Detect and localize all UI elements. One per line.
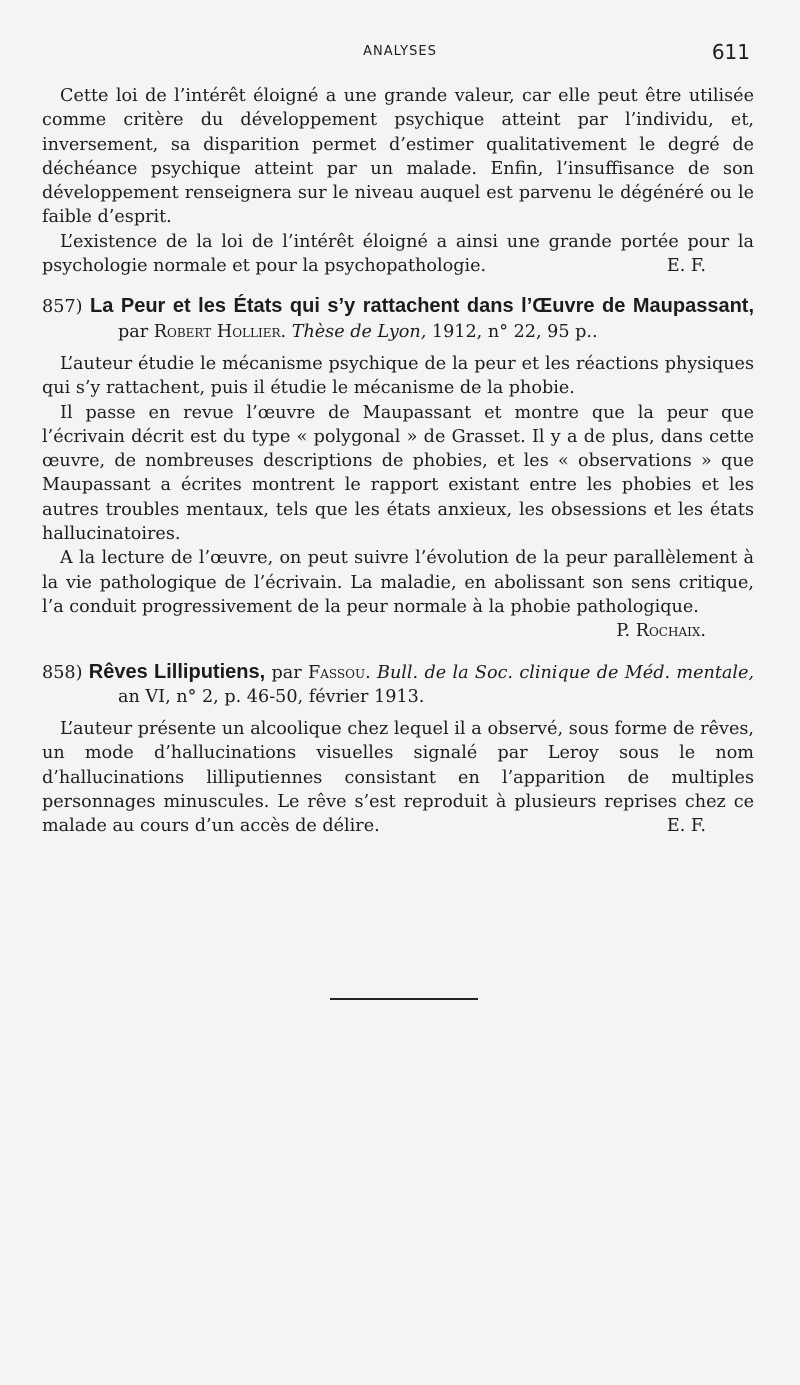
entry-858 xyxy=(42,660,754,839)
entry-title: La Peur et les États qui s’y rattachent dans l’Œuvre de Maupassant, xyxy=(90,295,755,318)
entry-paragraph-text: L’auteur présente un alcoolique chez lequel il a observé, sous forme de rêves, un mode d’hallucinations visuelles signalé par Leroy sous le nom d’hallucinations lilliputiennes consistant en l’apparition de multiples personnages minuscules. Le rêve s’est reproduit à plusieurs reprises chez ce malade au cours d’un accès de délire. xyxy=(42,719,754,837)
entry-paragraph: L’auteur étudie le mécanisme psychique de la peur et les réactions physiques qui s’y rattachent, puis il étudie le mécanisme de la phobie. xyxy=(42,353,754,399)
page-number: 611 xyxy=(711,40,750,64)
entry-paragraph: A la lecture de l’œuvre, on peut suivre l’évolution de la peur parallèlement à la vie pathologique de l’écrivain. La maladie, en abolissant son sens critique, l’a conduit progressivement de la peur normale à la phobie pathologique. xyxy=(42,548,754,617)
intro-paragraph: Cette loi de l’intérêt éloigné a une grande valeur, car elle peut être utilisée comme critère du développement psychique atteint par l’individu, et, inversement, sa disparition permet d’estimer qualitativement le degré de déchéance psychique atteint par un malade. Enfin, l’insuffisance de son développement renseignera sur le niveau auquel est parvenu le dégénéré ou le faible d’esprit. xyxy=(42,86,754,228)
intro-paragraph xyxy=(42,230,754,279)
entry-by: par xyxy=(118,321,149,342)
entry-paragraph: Il passe en revue l’œuvre de Maupassant et montre que la peur que l’écrivain décrit est du type « polygonal » de Grasset. Il y a de plus, dans cette œuvre, de nombreuses descriptions de phobies, et les « observations » que Maupassant a écrites montrent le rapport existant entre les phobies et les autres troubles mentaux, tels que les états anxieux, les obsessions et les états hallucinatoires. xyxy=(42,402,754,545)
entry-author: Robert Hollier. xyxy=(153,321,287,342)
entry-heading xyxy=(42,660,754,710)
running-head: ANALYSES xyxy=(363,44,437,59)
section-end-rule xyxy=(330,998,478,1000)
entry-heading xyxy=(42,294,754,344)
entry-by: par xyxy=(271,662,302,683)
entry-details: an VI, n° 2, p. 46-50, février 1913. xyxy=(118,686,425,707)
entry-number: 858) xyxy=(42,662,83,683)
intro-attribution: E. F. xyxy=(666,256,706,277)
entry-attribution: P. Rochaix. xyxy=(616,621,706,642)
intro-section xyxy=(42,84,754,278)
entry-paragraph xyxy=(42,717,754,838)
entry-number: 857) xyxy=(42,297,83,318)
entry-details: 1912, n° 22, 95 p.. xyxy=(431,321,598,342)
intro-paragraph-text: L’existence de la loi de l’intérêt éloigné a ainsi une grande portée pour la psychologie normale et pour la psychopathologie. xyxy=(42,231,754,277)
entry-author: Fassou. xyxy=(308,662,371,683)
entry-857 xyxy=(42,294,754,643)
entry-title: Rêves Lilliputiens, xyxy=(88,660,266,683)
entry-publication: Thèse de Lyon, xyxy=(291,321,427,342)
entry-attribution: E. F. xyxy=(666,816,706,837)
entry-publication: Bull. de la Soc. clinique de Méd. mentale, xyxy=(377,662,755,683)
page-header xyxy=(0,40,800,64)
body-text xyxy=(42,84,754,839)
